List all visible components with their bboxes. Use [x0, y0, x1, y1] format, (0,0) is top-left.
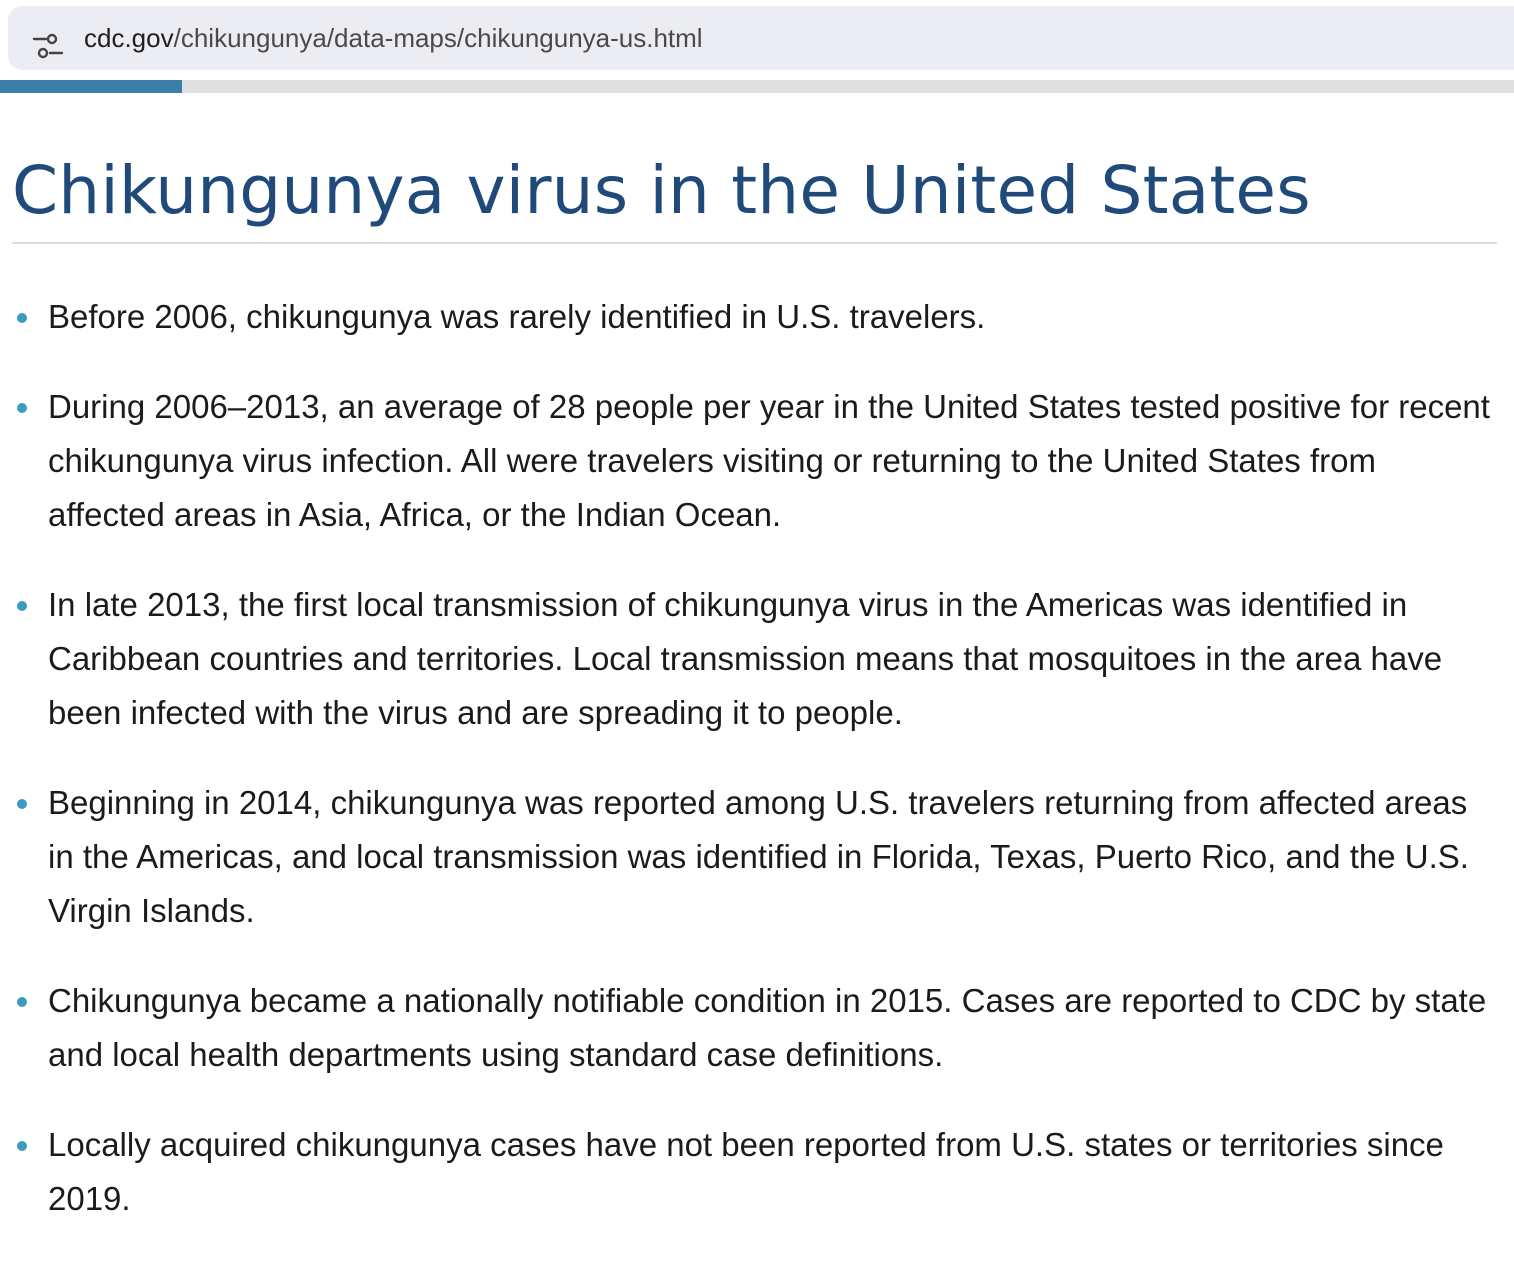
bullet-dot-icon: [17, 1141, 27, 1151]
list-item: [0, 290, 1514, 344]
page-load-progress-fill: [0, 80, 182, 93]
list-item: [0, 974, 1514, 1082]
tune-icon[interactable]: [32, 30, 64, 62]
bullet-dot-icon: [17, 799, 27, 809]
url-host: cdc.gov: [84, 23, 174, 53]
page-load-progress: [0, 80, 1514, 93]
url-text[interactable]: [84, 20, 703, 56]
list-item: [0, 1118, 1514, 1226]
list-item-text: Beginning in 2014, chikungunya was reported among U.S. travelers returning from affected areas in the Americas, and local transmission was identified in Florida, Texas, Puerto Rico, and the U.S. Virgin Islands.: [48, 784, 1469, 929]
bullet-dot-icon: [17, 403, 27, 413]
list-item: [0, 578, 1514, 740]
url-path: /chikungunya/data-maps/chikungunya-us.html: [173, 23, 703, 53]
list-item-text: Locally acquired chikungunya cases have not been reported from U.S. states or territories since 2019.: [48, 1126, 1444, 1217]
bullet-dot-icon: [17, 601, 27, 611]
facts-list: [0, 290, 1514, 1262]
page-title: Chikungunya virus in the United States: [12, 152, 1311, 229]
list-item: [0, 380, 1514, 542]
list-item-text: In late 2013, the first local transmission of chikungunya virus in the Americas was identified in Caribbean countries and territories. Local transmission means that mosquitoes in the area have been infected with the virus and are spreading it to people.: [48, 586, 1443, 731]
title-divider: [12, 242, 1497, 244]
bullet-dot-icon: [17, 997, 27, 1007]
address-bar[interactable]: [8, 6, 1514, 70]
list-item-text: During 2006–2013, an average of 28 people per year in the United States tested positive for recent chikungunya virus infection. All were travelers visiting or returning to the United States from affected areas in Asia, Africa, or the Indian Ocean.: [48, 388, 1490, 533]
list-item: [0, 776, 1514, 938]
list-item-text: Before 2006, chikungunya was rarely identified in U.S. travelers.: [48, 298, 986, 335]
bullet-dot-icon: [17, 313, 27, 323]
list-item-text: Chikungunya became a nationally notifiable condition in 2015. Cases are reported to CDC by state and local health departments using standard case definitions.: [48, 982, 1487, 1073]
